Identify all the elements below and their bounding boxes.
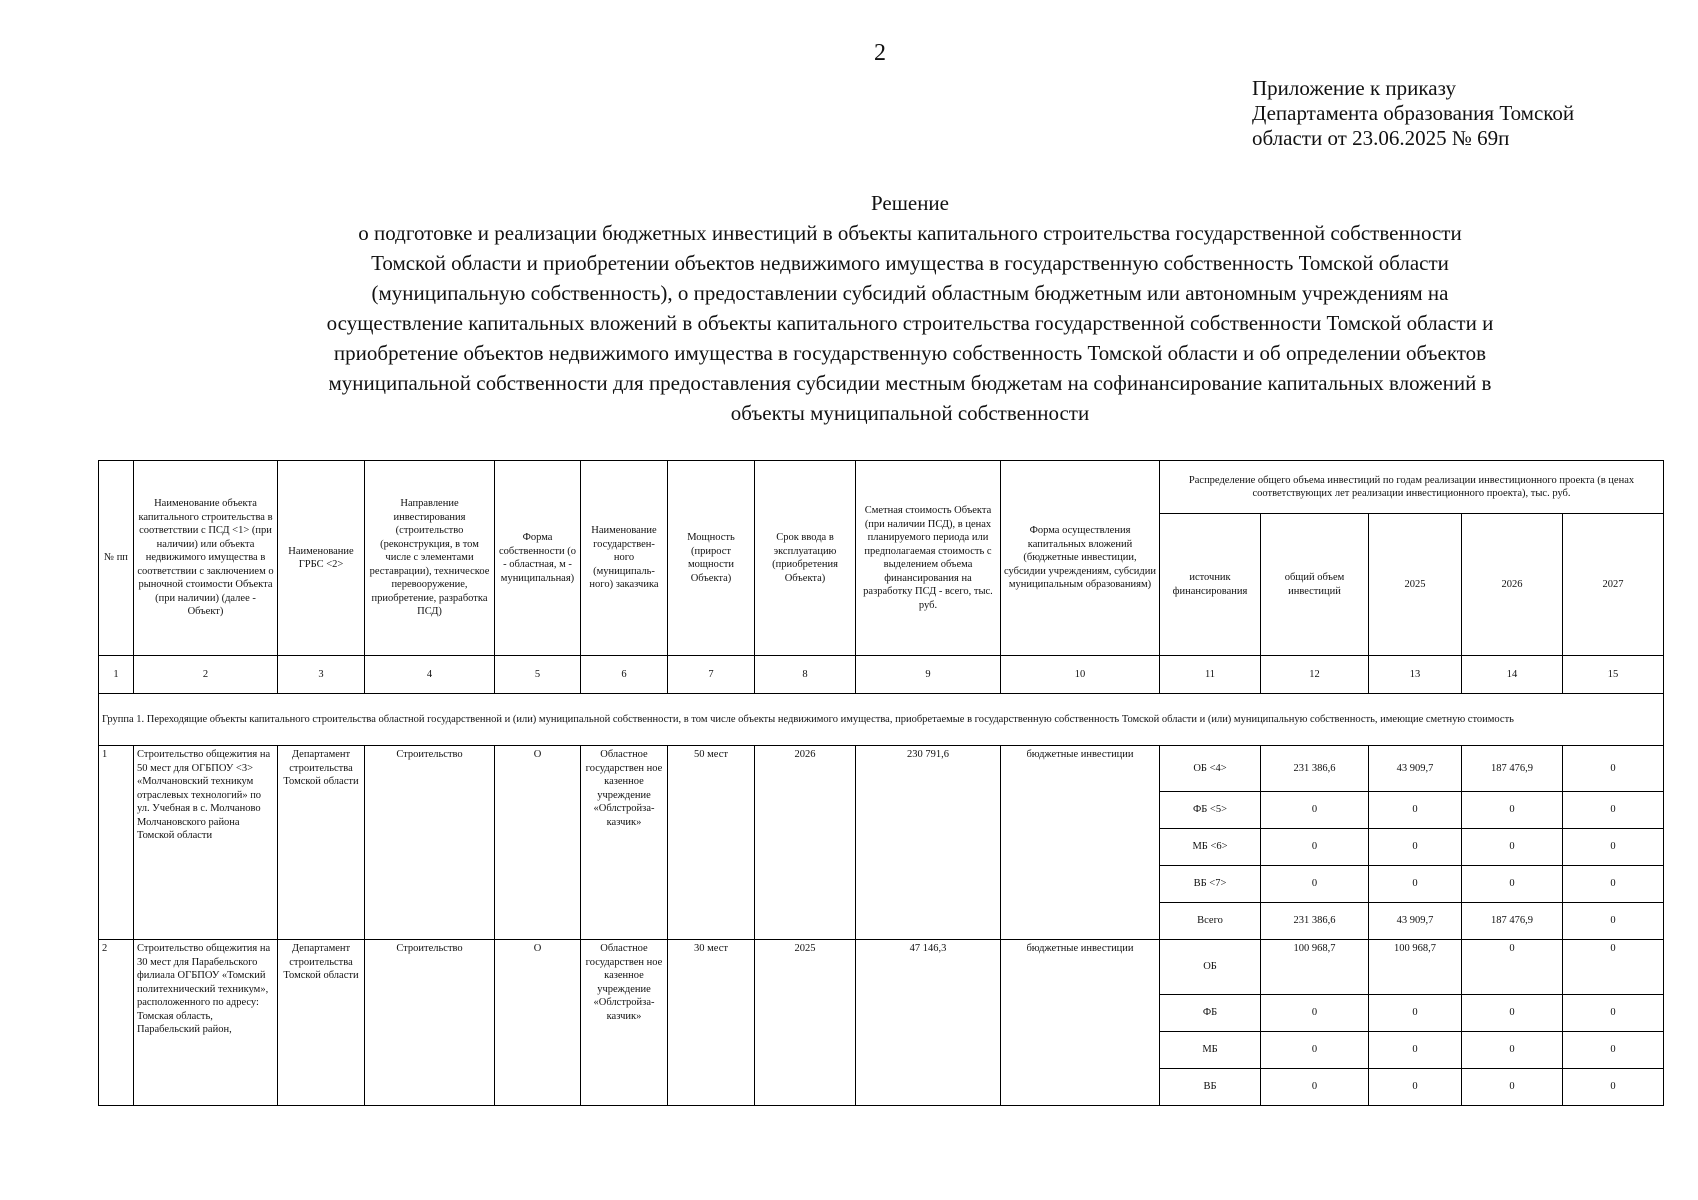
ownership: О [495,746,581,940]
title-line: муниципальной собственности для предоставления субсидии местным бюджетам на софинансирование капитальных вложений в [328,371,1492,395]
amount-2025: 0 [1369,792,1462,829]
header-cell-direction: Направление инвестирования (строительство (реконструкция, в том числе с элементами реставрации), техническое перевооружение, приобретение, разработка ПСД) [365,461,495,656]
amount-2025: 0 [1369,1069,1462,1106]
funding-source: ВБ [1160,1069,1261,1106]
table-row [99,940,1664,995]
header-cell-cost: Сметная стоимость Объекта (при наличии ПСД), в ценах планируемого периода или предполагаемая стоимость с выделением объема финансирования на разработку ПСД - всего, тыс. руб. [856,461,1001,656]
funding-source: ВБ <7> [1160,866,1261,903]
direction: Строительство [365,746,495,940]
amount-2027: 0 [1563,1032,1664,1069]
amount-2027: 0 [1563,903,1664,940]
title-line: объекты муниципальной собственности [730,401,1090,425]
column-number-row [99,656,1664,694]
total-amount: 231 386,6 [1261,746,1369,792]
appendix-line: Департамента образования Томской [1252,101,1575,125]
customer: Областное государствен ное казенное учреждение «Облстройза-казчик» [581,746,668,940]
column-number: 9 [856,656,1001,694]
funding-source: ФБ [1160,995,1261,1032]
term: 2026 [755,746,856,940]
total-amount: 0 [1261,866,1369,903]
amount-2025: 43 909,7 [1369,746,1462,792]
title-heading: Решение [870,191,949,215]
column-number: 13 [1369,656,1462,694]
column-number: 2 [134,656,278,694]
header-cell-capacity: Мощность (прирост мощности Объекта) [668,461,755,656]
column-number: 14 [1462,656,1563,694]
title-line: о подготовке и реализации бюджетных инвестиций в объекты капитального строительства государственной собственности [358,221,1462,245]
investment-table [98,460,1664,1106]
header-cell-term: Срок ввода в эксплуатацию (приобретения Объекта) [755,461,856,656]
term: 2025 [755,940,856,1106]
amount-2026: 0 [1462,866,1563,903]
object-name: Строительство общежития на 50 мест для ОГБПОУ <3> «Молчановский техникум отраслевых технологий» по ул. Учебная в с. Молчаново Молчановского района Томской области [134,746,278,940]
amount-2025: 0 [1369,829,1462,866]
funding-source: МБ <6> [1160,829,1261,866]
column-number: 7 [668,656,755,694]
ownership: О [495,940,581,1106]
amount-2025: 0 [1369,866,1462,903]
appendix-line: области от 23.06.2025 № 69п [1252,126,1510,150]
amount-2026: 0 [1462,792,1563,829]
amount-2026: 0 [1462,1069,1563,1106]
investment-form: бюджетные инвестиции [1001,940,1160,1106]
column-number: 3 [278,656,365,694]
grbs-name: Департамент строительства Томской области [278,746,365,940]
header-cell-num: № пп [99,461,134,656]
total-amount: 231 386,6 [1261,903,1369,940]
title-line: (муниципальную собственность), о предоставлении субсидий областным бюджетным или автономным учреждениям на [371,281,1449,305]
header-cell-source: источник финансирования [1160,514,1261,656]
total-amount: 0 [1261,829,1369,866]
title-line: приобретение объектов недвижимого имущества в государственную собственность Томской области и об определении объектов [333,341,1487,365]
header-cell-total: общий объем инвестиций [1261,514,1369,656]
column-number: 12 [1261,656,1369,694]
column-number: 10 [1001,656,1160,694]
customer: Областное государствен ное казенное учреждение «Облстройза-казчик» [581,940,668,1106]
estimated-cost: 47 146,3 [856,940,1001,1106]
amount-2026: 0 [1462,1032,1563,1069]
object-name: Строительство общежития на 30 мест для Парабельского филиала ОГБПОУ «Томский политехнический техникум», расположенного по адресу: Томская область, Парабельский район, [134,940,278,1106]
amount-2027: 0 [1563,792,1664,829]
amount-2026: 0 [1462,829,1563,866]
column-number: 1 [99,656,134,694]
total-amount: 100 968,7 [1261,940,1369,995]
column-number: 11 [1160,656,1261,694]
amount-2026: 0 [1462,995,1563,1032]
funding-source: Всего [1160,903,1261,940]
table-row [99,746,1664,792]
funding-source: МБ [1160,1032,1261,1069]
funding-source: ФБ <5> [1160,792,1261,829]
row-number: 1 [99,746,134,940]
header-cell-ownership: Форма собственности (о - областная, м - муниципальная) [495,461,581,656]
amount-2025: 0 [1369,1032,1462,1069]
column-number: 4 [365,656,495,694]
amount-2027: 0 [1563,746,1664,792]
capacity: 30 мест [668,940,755,1106]
column-number: 8 [755,656,856,694]
funding-source: ОБ <4> [1160,746,1261,792]
appendix-line: Приложение к приказу [1252,76,1456,100]
header-cell-2026: 2026 [1462,514,1563,656]
total-amount: 0 [1261,995,1369,1032]
amount-2025: 100 968,7 [1369,940,1462,995]
appendix-note [1252,76,1682,151]
row-number: 2 [99,940,134,1106]
header-cell-object-name: Наименование объекта капитального строительства в соответствии с ПСД <1> (при наличии) или объекта недвижимого имущества в соответствии с заключением о рыночной стоимости Объекта (при наличии) (далее - Объект) [134,461,278,656]
title-line: осуществление капитальных вложений в объекты капитального строительства государственной собственности Томской области и [326,311,1494,335]
header-cell-2027: 2027 [1563,514,1664,656]
page-number: 2 [874,40,886,66]
amount-2027: 0 [1563,995,1664,1032]
header-cell-2025: 2025 [1369,514,1462,656]
amount-2025: 43 909,7 [1369,903,1462,940]
column-number: 6 [581,656,668,694]
investment-form: бюджетные инвестиции [1001,746,1160,940]
total-amount: 0 [1261,1032,1369,1069]
amount-2026: 187 476,9 [1462,746,1563,792]
amount-2027: 0 [1563,940,1664,995]
amount-2026: 187 476,9 [1462,903,1563,940]
header-row [99,461,1664,514]
amount-2027: 0 [1563,1069,1664,1106]
amount-2027: 0 [1563,866,1664,903]
amount-2027: 0 [1563,829,1664,866]
header-cell-form: Форма осуществления капитальных вложений (бюджетные инвестиции, субсидии учреждениям, субсидии муниципальным образованиям) [1001,461,1160,656]
amount-2025: 0 [1369,995,1462,1032]
grbs-name: Департамент строительства Томской области [278,940,365,1106]
header-cell-distribution: Распределение общего объема инвестиций по годам реализации инвестиционного проекта (в ценах соответствующих лет реализации инвестиционного проекта), тыс. руб. [1160,461,1664,514]
total-amount: 0 [1261,1069,1369,1106]
group-label: Группа 1. Переходящие объекты капитального строительства областной государственной и (или) муниципальной собственности, в том числе объекты недвижимого имущества, приобретаемые в государственную собственность Томской области и (или) муниципальную собственность, имеющие сметную стоимость [99,694,1664,746]
column-number: 15 [1563,656,1664,694]
amount-2026: 0 [1462,940,1563,995]
group-row [99,694,1664,746]
capacity: 50 мест [668,746,755,940]
document-title [150,188,1670,428]
column-number: 5 [495,656,581,694]
header-cell-customer: Наименование государствен-ного (муниципаль-ного) заказчика [581,461,668,656]
estimated-cost: 230 791,6 [856,746,1001,940]
direction: Строительство [365,940,495,1106]
title-line: Томской области и приобретении объектов недвижимого имущества в государственную собственность Томской области [371,251,1449,275]
header-cell-grbs: Наименование ГРБС <2> [278,461,365,656]
funding-source: ОБ [1160,940,1261,995]
total-amount: 0 [1261,792,1369,829]
